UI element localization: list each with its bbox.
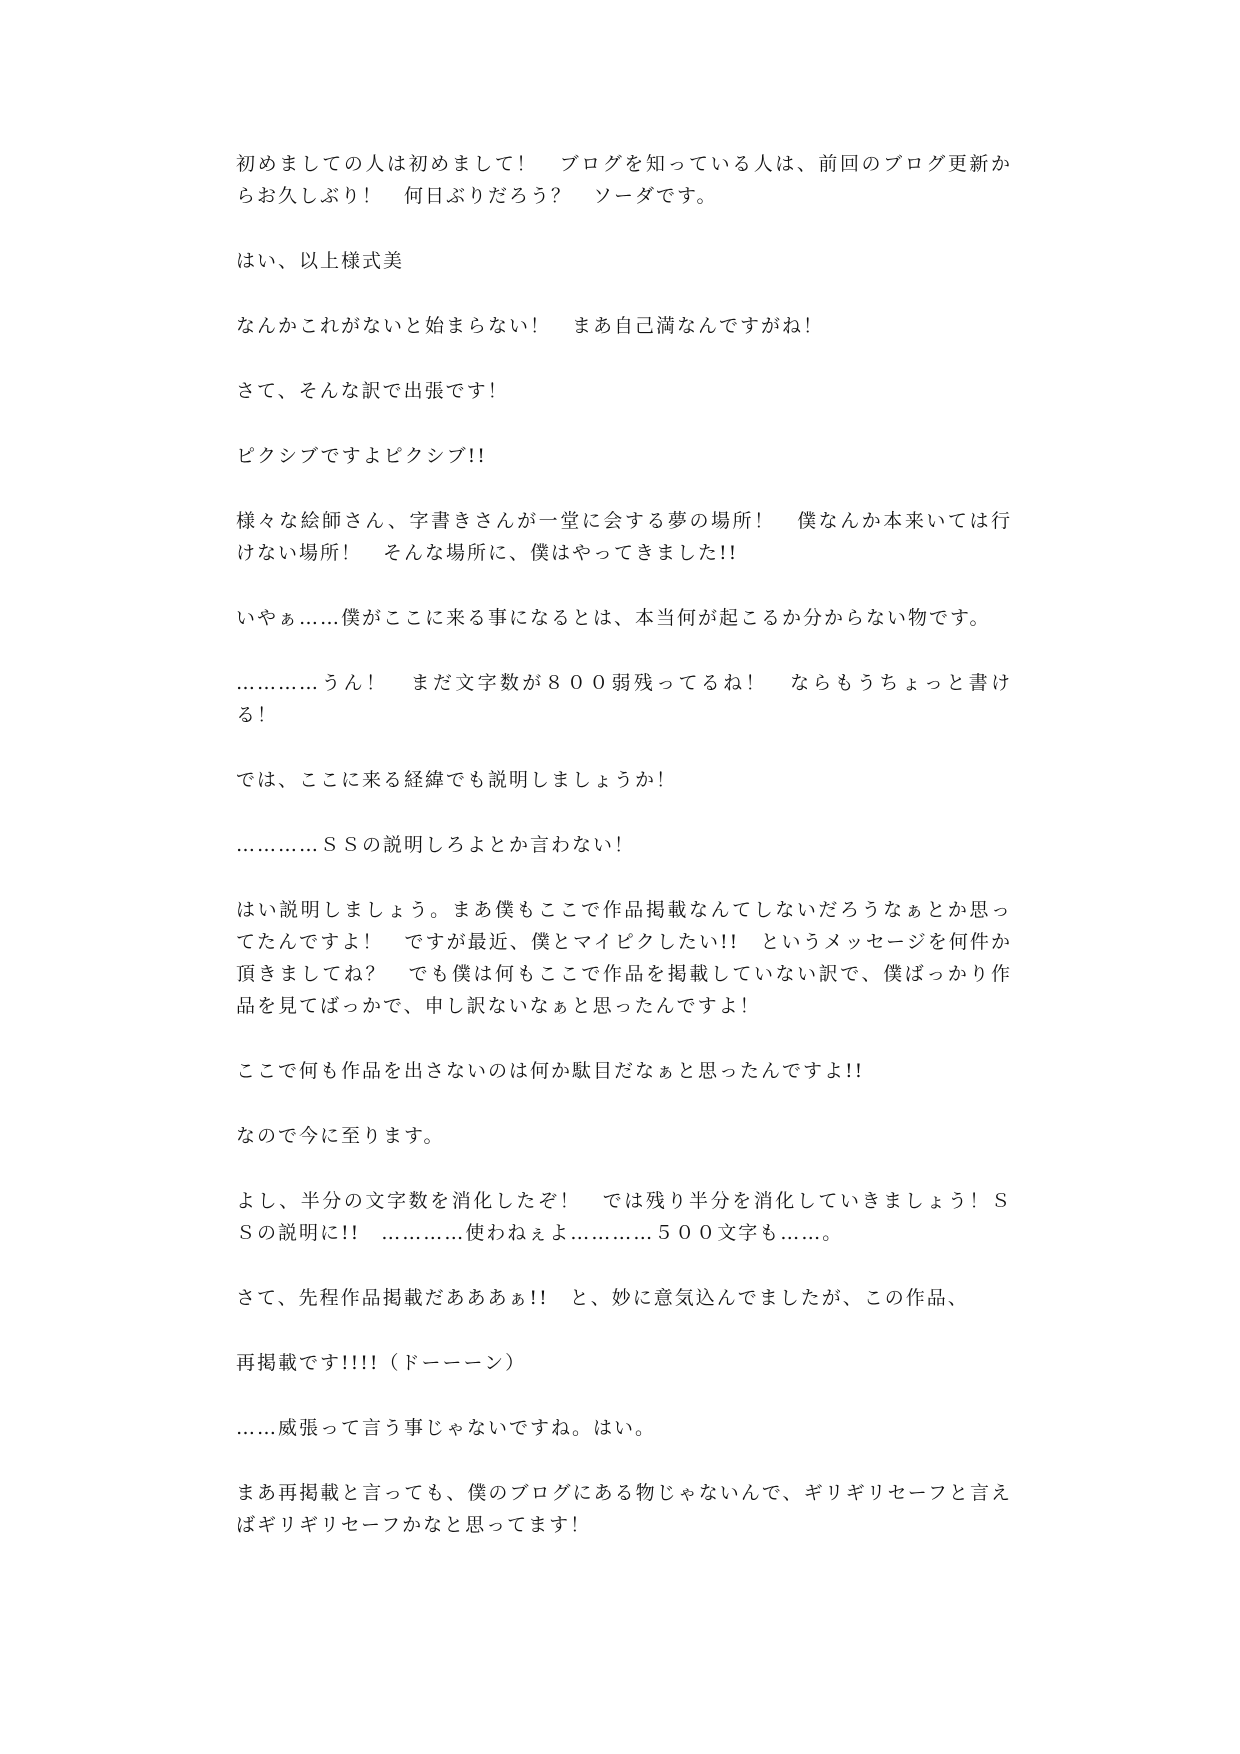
paragraph-13: なので今に至ります。 [236,1125,445,1147]
paragraph-15: さて、先程作品掲載だあああぁ!! と、妙に意気込んでましたが、この作品、 [236,1287,969,1309]
paragraph-spacer [236,342,1012,375]
paragraph-spacer [236,407,1012,440]
paragraph-12: ここで何も作品を出さないのは何か駄目だなぁと思ったんですよ!! [236,1060,865,1082]
paragraph-14: よし、半分の文字数を消化したぞ！ では残り半分を消化していきましょう！ＳＳの説明に!! …………使わねぇよ…………５００文字も……。 [236,1190,1012,1244]
paragraph-spacer [236,861,1012,894]
paragraph-spacer [236,1022,1012,1055]
paragraph-17: ……威張って言う事じゃないですね。はい。 [236,1417,657,1439]
paragraph-spacer [236,277,1012,310]
paragraph-9: では、ここに来る経緯でも説明しましょうか！ [236,769,678,791]
paragraph-10: …………ＳＳの説明しろよとか言わない！ [236,834,636,856]
paragraph-spacer [236,634,1012,667]
paragraph-spacer [236,796,1012,829]
paragraph-2: はい、以上様式美 [236,250,405,272]
paragraph-4: さて、そんな訳で出張です！ [236,380,509,402]
paragraph-18: まあ再掲載と言っても、僕のブログにある物じゃないんで、ギリギリセーフと言えばギリギリセーフかなと思ってます！ [236,1482,1012,1536]
paragraph-11: はい説明しましょう。まあ僕もここで作品掲載なんてしないだろうなぁとか思ってたんですよ！ ですが最近、僕とマイピクしたい!! というメッセージを何件か頂きましてね？ でも僕は何もここで作品を掲載していない訳で、僕ばっかり作品を見てばっかで、申し訳ないなぁと思ったんですよ！ [236,899,1012,1017]
paragraph-6: 様々な絵師さん、字書きさんが一堂に会する夢の場所！ 僕なんか本来いては行けない場所！ そんな場所に、僕はやってきました!! [236,510,1012,564]
paragraph-spacer [236,212,1012,245]
paragraph-5: ピクシブですよピクシブ!! [236,445,487,467]
paragraph-3: なんかこれがないと始まらない！ まあ自己満なんですがね！ [236,315,825,337]
paragraph-1: 初めましての人は初めまして！ ブログを知っている人は、前回のブログ更新からお久しぶり！ 何日ぶりだろう？ ソーダです。 [236,153,1012,207]
paragraph-16: 再掲載です!!!!（ドーーーン） [236,1352,527,1374]
document-body [236,148,1012,1541]
paragraph-spacer [236,731,1012,764]
paragraph-spacer [236,1087,1012,1120]
paragraph-spacer [236,1314,1012,1347]
paragraph-spacer [236,1152,1012,1185]
paragraph-spacer [236,1379,1012,1412]
paragraph-spacer [236,472,1012,505]
paragraph-spacer [236,1249,1012,1282]
paragraph-spacer [236,1444,1012,1477]
paragraph-spacer [236,569,1012,602]
paragraph-8: …………うん！ まだ文字数が８００弱残ってるね！ ならもうちょっと書ける！ [236,672,1012,726]
paragraph-7: いやぁ……僕がここに来る事になるとは、本当何が起こるか分からない物です。 [236,607,991,629]
